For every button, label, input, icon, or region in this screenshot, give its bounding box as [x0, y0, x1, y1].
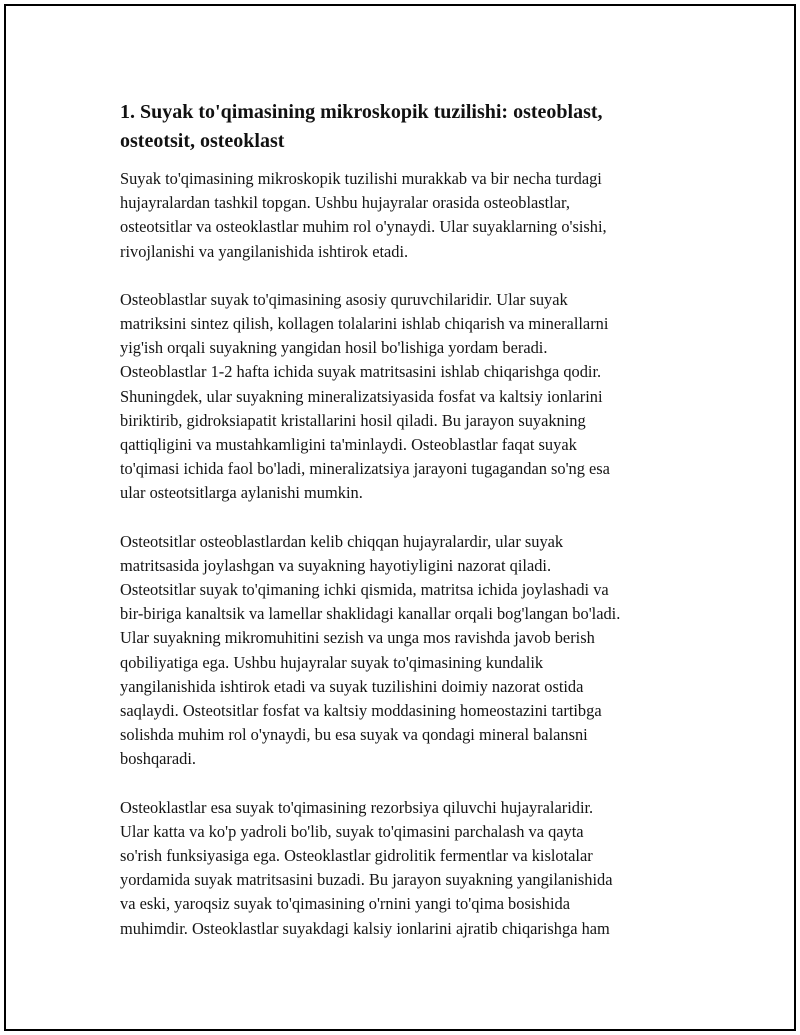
paragraph-list [120, 167, 692, 941]
paragraph-line: hujayralardan tashkil topgan. Ushbu hujayralar orasida osteoblastlar, [120, 193, 570, 213]
paragraph-line: boshqaradi. [120, 749, 197, 769]
paragraph-line: muhimdir. Osteoklastlar suyakdagi kalsiy ionlarini ajratib chiqarishga ham [120, 918, 610, 938]
heading-line: osteotsit, osteoklast [120, 130, 285, 152]
paragraph-line: Osteotsitlar osteoblastlardan kelib chiqqan hujayralardir, ular suyak [120, 531, 564, 551]
paragraph-line: Shuningdek, ular suyakning mineralizatsiyasida fosfat va kaltsiy ionlarini [120, 386, 603, 406]
paragraph-line: matriksini sintez qilish, kollagen tolalarini ishlab chiqarish va minerallarni [120, 314, 609, 334]
paragraph-line: Ular katta va ko'p yadroli bo'lib, suyak to'qimasini parchalash va qayta [120, 821, 584, 841]
paragraph-line: osteotsitlar va osteoklastlar muhim rol o'ynaydi. Ular suyaklarning o'sishi, [120, 217, 607, 237]
paragraph-line: biriktirib, gidroksiapatit kristallarini hosil qiladi. Bu jarayon suyakning [120, 410, 586, 430]
paragraph-line: to'qimasi ichida faol bo'ladi, mineralizatsiya jarayoni tugagandan so'ng esa [120, 459, 610, 479]
paragraph-line: ular osteotsitlarga aylanishi mumkin. [120, 483, 363, 503]
paragraph-line: bir-biriga kanaltsik va lamellar shaklidagi kanallar orqali bog'langan bo'ladi. [120, 604, 621, 624]
paragraph-line: solishda muhim rol o'ynaydi, bu esa suyak va qondagi mineral balansni [120, 725, 588, 745]
paragraph-line: Osteoblastlar 1-2 hafta ichida suyak matritsasini ishlab chiqarishga qodir. [120, 362, 602, 382]
paragraph-line: va eski, yaroqsiz suyak to'qimasining o'rnini yangi to'qima bosishida [120, 894, 570, 914]
paragraph-line: matritsasida joylashgan va suyakning hayotiyligini nazorat qiladi. [120, 555, 552, 575]
paragraph-line: Ular suyakning mikromuhitini sezish va unga mos ravishda javob berish [120, 628, 595, 648]
body-paragraph [120, 167, 692, 264]
paragraph-line: yig'ish orqali suyakning yangidan hosil bo'lishiga yordam beradi. [120, 338, 548, 358]
paragraph-line: qattiqligini va mustahkamligini ta'minlaydi. Osteoblastlar faqat suyak [120, 435, 577, 455]
paragraph-line: so'rish funksiyasiga ega. Osteoklastlar gidrolitik fermentlar va kislotalar [120, 846, 593, 866]
body-paragraph [120, 796, 692, 941]
heading-line: 1. Suyak to'qimasining mikroskopik tuzilishi: osteoblast, [120, 101, 603, 123]
paragraph-line: yordamida suyak matritsasini buzadi. Bu jarayon suyakning yangilanishida [120, 870, 613, 890]
paragraph-line: saqlaydi. Osteotsitlar fosfat va kaltsiy moddasining homeostazini tartibga [120, 701, 602, 721]
paragraph-line: rivojlanishi va yangilanishida ishtirok etadi. [120, 241, 409, 261]
paragraph-line: Osteoklastlar esa suyak to'qimasining rezorbsiya qiluvchi hujayralaridir. [120, 797, 594, 817]
paragraph-line: qobiliyatiga ega. Ushbu hujayralar suyak to'qimasining kundalik [120, 652, 544, 672]
document-body [120, 98, 692, 941]
paragraph-line: Osteotsitlar suyak to'qimaning ichki qismida, matritsa ichida joylashadi va [120, 580, 609, 600]
body-paragraph [120, 288, 692, 506]
paragraph-line: Suyak to'qimasining mikroskopik tuzilishi murakkab va bir necha turdagi [120, 169, 602, 188]
paragraph-line: Osteoblastlar suyak to'qimasining asosiy quruvchilaridir. Ular suyak [120, 289, 568, 309]
page-frame [4, 4, 796, 1031]
body-paragraph [120, 530, 692, 772]
section-heading [120, 98, 692, 156]
paragraph-line: yangilanishida ishtirok etadi va suyak tuzilishini doimiy nazorat ostida [120, 676, 584, 696]
